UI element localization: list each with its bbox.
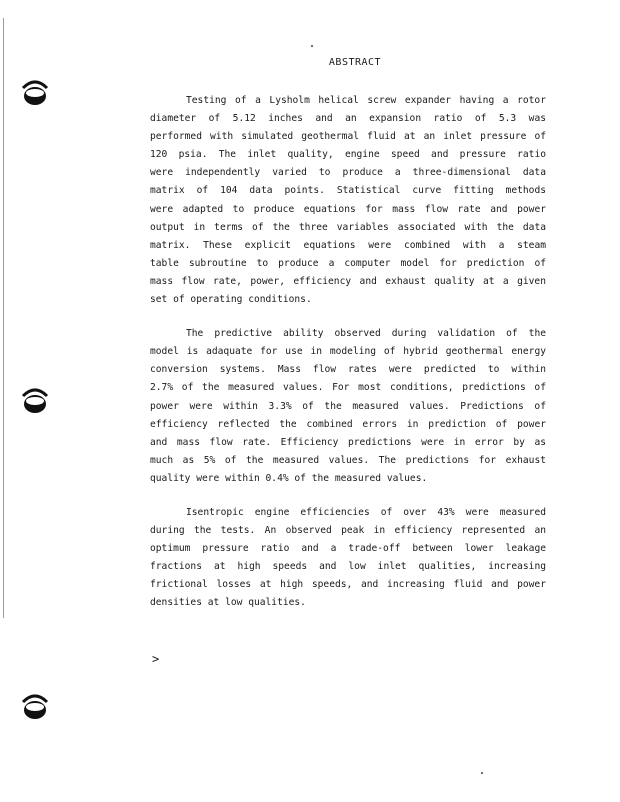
text-line: fractions at high speeds and low inlet qualities, increasing xyxy=(150,561,546,573)
text-line: model is adaquate for use in modeling of hybrid geothermal energy xyxy=(150,346,546,358)
text-line: quality were within 0.4% of the measured values. xyxy=(150,472,428,484)
text-line: densities at low qualities. xyxy=(150,597,306,609)
scan-speck xyxy=(481,772,483,774)
abstract-paragraph-1 xyxy=(150,92,546,309)
text-line: during the tests. An observed peak in efficiency represented an xyxy=(150,525,546,537)
text-line: conversion systems. Mass flow rates were predicted to within xyxy=(150,364,546,376)
text-line: table subroutine to produce a computer model for prediction of xyxy=(150,257,546,269)
text-line: power were within 3.3% of the measured values. Predictions of xyxy=(150,400,546,412)
text-line: were independently varied to produce a three-dimensional data xyxy=(150,167,546,179)
page-edge-line xyxy=(3,18,4,618)
text-line: much as 5% of the measured values. The predictions for exhaust xyxy=(150,454,546,466)
text-line: Testing of a Lysholm helical screw expander having a rotor xyxy=(186,95,546,106)
text-line: matrix of 104 data points. Statistical curve fitting methods xyxy=(150,185,546,197)
text-line: Isentropic engine efficiencies of over 43% were measured xyxy=(186,506,546,518)
abstract-paragraph-2 xyxy=(150,325,546,488)
binder-hole-icon xyxy=(20,382,50,418)
text-line: 2.7% of the measured values. For most conditions, predictions of xyxy=(150,382,546,394)
text-line: The predictive ability observed during validation of the xyxy=(186,328,546,340)
text-line: were adapted to produce equations for mass flow rate and power xyxy=(150,203,546,215)
abstract-body xyxy=(150,92,546,629)
margin-mark: > xyxy=(152,652,160,666)
text-line: efficiency reflected the combined errors in prediction of power xyxy=(150,418,546,430)
text-line: matrix. These explicit equations were combined with a steam xyxy=(150,239,546,251)
text-line: frictional losses at high speeds, and increasing fluid and power xyxy=(150,579,546,591)
scan-speck xyxy=(311,45,313,47)
text-line: diameter of 5.12 inches and an expansion ratio of 5.3 was xyxy=(150,113,546,125)
binder-hole-icon xyxy=(20,688,50,724)
binder-hole-icon xyxy=(20,74,50,110)
text-line: mass flow rate, power, efficiency and exhaust quality at a given xyxy=(150,275,546,287)
text-line: output in terms of the three variables associated with the data xyxy=(150,221,546,233)
abstract-paragraph-3 xyxy=(150,504,546,613)
text-line: set of operating conditions. xyxy=(150,294,312,306)
text-line: optimum pressure ratio and a trade-off between lower leakage xyxy=(150,543,546,555)
text-line: and mass flow rate. Efficiency predictions were in error by as xyxy=(150,436,546,448)
abstract-heading: ABSTRACT xyxy=(328,57,382,68)
text-line: performed with simulated geothermal fluid at an inlet pressure of xyxy=(150,131,546,143)
text-line: 120 psia. The inlet quality, engine speed and pressure ratio xyxy=(150,149,546,161)
